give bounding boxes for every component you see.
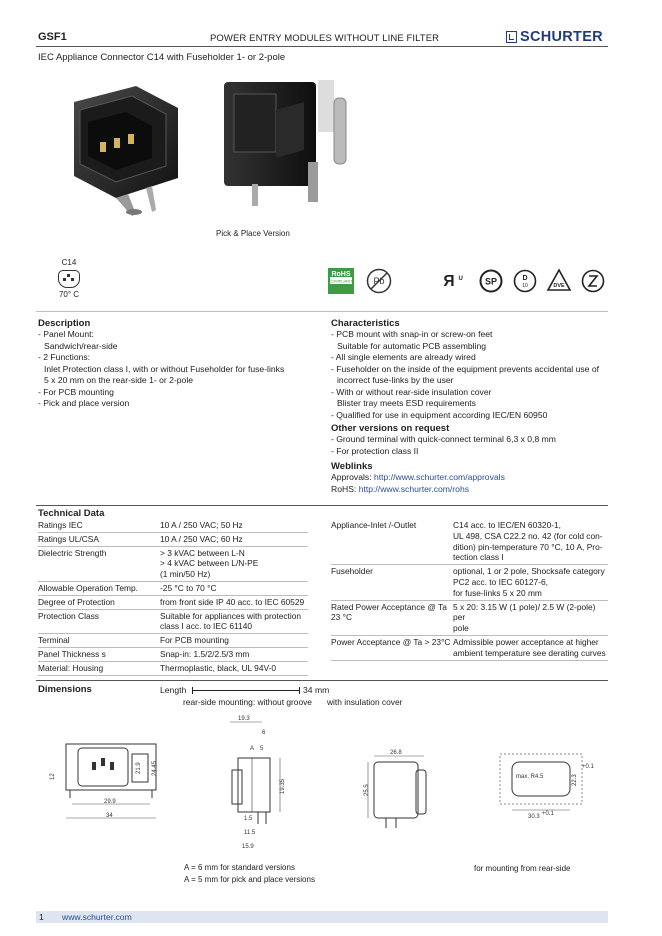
photo-caption: Pick & Place Version (216, 229, 290, 238)
list-item: - Ground terminal with quick-connect terminal 6,3 x 0,8 mm (331, 434, 556, 444)
technical-data-table-left (38, 519, 308, 676)
c14-plug-icon (58, 270, 80, 288)
dim-cutout-h-tol: +0.1 (582, 764, 594, 770)
table-row: Ratings UL/CSA 10 A / 250 VAC; 60 Hz (38, 532, 308, 546)
ul-recognized-icon (436, 268, 462, 294)
variant-b-label: with insulation cover (327, 697, 403, 707)
connector-label: C14 (61, 258, 77, 267)
svg-text:DVE: DVE (553, 283, 565, 289)
list-item: - 2 Functions: Inlet Protection class I, with or without Fuseholder for fuse-links 5 x 20 mm on the rear-side 1- or 2-pole (38, 352, 285, 385)
characteristics-list (331, 329, 611, 421)
dim-side-h: 19.35 (280, 778, 286, 794)
header-rule (36, 46, 608, 47)
c14-connector-symbol (58, 258, 80, 299)
list-item: - PCB mount with snap-in or screw-on feet Suitable for automatic PCB assembling (331, 329, 493, 351)
variant-a-label: rear-side mounting: without groove (183, 697, 312, 707)
pb-free-icon (366, 268, 392, 294)
list-item: - For protection class II (331, 445, 419, 456)
cover-view-drawing (360, 748, 440, 838)
approvals-divider (36, 311, 608, 312)
dim-cutout-h: 22.3 (572, 774, 578, 786)
dimensions-title: Dimensions (38, 684, 92, 695)
cutout-drawing (496, 750, 592, 822)
dim-front-w2: 34 (106, 813, 113, 819)
description-title: Description (38, 318, 91, 329)
table-row: Material: Housing Thermoplastic, black, UL 94V-0 (38, 661, 308, 675)
table-row: Ratings IEC 10 A / 250 VAC; 50 Hz (38, 519, 308, 532)
page-number: 1 (39, 912, 44, 922)
dim-side-t1: 1.5 (244, 816, 253, 822)
table-row: Degree of Protection from front side IP 40 acc. to IEC 60529 (38, 595, 308, 609)
svg-text:D: D (522, 275, 528, 282)
weblinks-title: Weblinks (331, 461, 373, 472)
list-item: - Panel Mount: Sandwich/rear-side (38, 329, 118, 351)
enec-icon (512, 268, 538, 294)
table-row: Panel Thickness s Snap-in: 1.5/2/2.5/3 mm (38, 647, 308, 661)
front-view-drawing (48, 740, 168, 830)
approvals-link-label: Approvals: (331, 472, 374, 482)
subtitle: IEC Appliance Connector C14 with Fuseholder 1- or 2-pole (38, 52, 286, 63)
dimensions-rule (36, 680, 608, 681)
product-id: GSF1 (38, 31, 67, 43)
list-item: - Qualified for use in equipment according IEC/EN 60950 (331, 409, 548, 420)
list-item: - All single elements are already wired (331, 352, 476, 362)
dim-side-d3: 5 (260, 746, 264, 752)
dim-side-a: A (250, 746, 255, 752)
vde-icon (546, 268, 572, 294)
svg-text:RoHS: RoHS (331, 271, 351, 278)
dim-front-w1: 29.9 (104, 799, 116, 805)
length-label: Length (160, 685, 187, 695)
characteristics-title: Characteristics (331, 318, 400, 329)
dim-front-h3: 12 (50, 773, 56, 780)
note-rear-mounting: for mounting from rear-side (474, 864, 571, 873)
temperature-rating: 70° C (58, 290, 80, 299)
svg-text:Я: Я (443, 273, 455, 291)
header-title: POWER ENTRY MODULES WITHOUT LINE FILTER (210, 33, 440, 44)
weblinks-list (331, 472, 611, 495)
list-item: - For PCB mounting (38, 386, 114, 397)
csa-icon (478, 268, 504, 294)
footer-website-link[interactable]: www.schurter.com (62, 912, 132, 922)
technical-data-rule (36, 505, 608, 506)
a-dimension-notes (184, 862, 315, 886)
rohs-link[interactable]: http://www.schurter.com/rohs (358, 483, 470, 494)
dim-side-d2: 6 (262, 730, 266, 736)
note-a-standard: A = 6 mm for standard versions (184, 863, 295, 872)
note-a-pick-place: A = 5 mm for pick and place versions (184, 875, 315, 884)
description-list (38, 329, 318, 410)
rohs-icon (328, 268, 354, 294)
brand-name: SCHURTER (520, 29, 603, 45)
svg-text:COMPLIANT: COMPLIANT (329, 278, 353, 284)
svg-text:10: 10 (522, 283, 528, 289)
svg-text:SP: SP (484, 276, 498, 287)
table-row: Dielectric Strength > 3 kVAC between L-N > 4 kVAC between L/N-PE (1 min/50 Hz) (38, 546, 308, 581)
dim-cutout-r: max. R4.5 (516, 774, 544, 780)
side-view-drawing (218, 712, 308, 852)
dim-cover-h: 25.5 (364, 784, 370, 796)
product-photo-rear (222, 80, 352, 212)
other-versions-title: Other versions on request (331, 423, 450, 434)
technical-data-table-right (331, 519, 608, 661)
dim-side-d1: 19.3 (238, 716, 250, 722)
schurter-logo-mark-icon (506, 31, 517, 43)
other-versions-list (331, 434, 611, 457)
dim-side-t3: 15.9 (242, 844, 254, 850)
schurter-logo (506, 29, 603, 45)
table-row: Fuseholder optional, 1 or 2 pole, Shocksafe category PC2 acc. to IEC 60127-6, for fuse-links 5 x 20 mm (331, 565, 608, 600)
dim-cutout-w-tol: +0.1 (542, 811, 554, 817)
approvals-row (38, 258, 608, 308)
dim-side-t2: 11.5 (244, 830, 256, 836)
svg-text:Pb: Pb (373, 276, 385, 286)
product-photo-front (66, 80, 190, 218)
table-row: Terminal For PCB mounting (38, 634, 308, 648)
ccc-icon (580, 268, 606, 294)
length-value: 34 mm (303, 685, 330, 695)
length-scale-bar (192, 690, 300, 691)
table-row: Rated Power Acceptance @ Ta 23 °C 5 x 20: 3.15 W (1 pole)/ 2.5 W (2-pole) per pole (331, 600, 608, 635)
approvals-link[interactable]: http://www.schurter.com/approvals (374, 472, 505, 482)
table-row: Allowable Operation Temp. -25 °C to 70 °C (38, 581, 308, 595)
dim-front-h2: 24.45 (152, 760, 158, 776)
dim-front-h1: 21.9 (136, 762, 142, 774)
svg-text:U: U (458, 276, 463, 283)
technical-data-title: Technical Data (38, 508, 105, 519)
dim-cutout-w: 30.3 (528, 814, 540, 820)
table-row: Protection Class Suitable for appliances with protection class I acc. to IEC 61140 (38, 609, 308, 634)
table-row: Power Acceptance @ Ta > 23°C Admissible power acceptance at higher ambient temperature see derating curves (331, 635, 608, 660)
list-item: - Fuseholder on the inside of the equipment prevents accidental use of incorrect fuse-links by the user (331, 363, 600, 385)
list-item: - Pick and place version (38, 398, 130, 408)
table-row: Appliance-Inlet /-Outlet C14 acc. to IEC/EN 60320-1, UL 498, CSA C22.2 no. 42 (for cold con- dition) pin-temperature 70 °C, 10 A, Pro- tection class I (331, 519, 608, 565)
list-item: - With or without rear-side insulation cover Blister tray meets ESD requirements (331, 386, 492, 408)
dim-cover-w: 26.8 (390, 750, 402, 756)
rohs-link-label: RoHS: (331, 483, 359, 494)
